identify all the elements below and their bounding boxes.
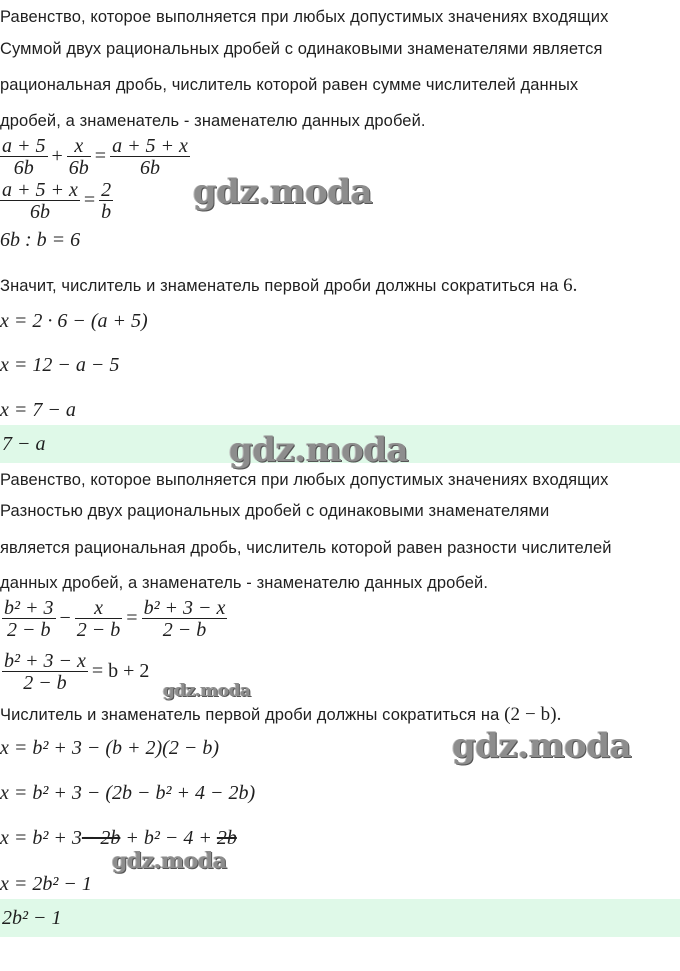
- fraction: $\frac{a + 5 + x}{6b}$: [112, 135, 188, 179]
- fraction: $\frac{2}{b}$: [101, 179, 112, 223]
- answer-value: 2b² − 1: [2, 907, 62, 929]
- definition-text: Равенство, которое выполняется при любых допустимых значениях входящих: [0, 471, 609, 489]
- rule-line-1: Разностью двух рациональных дробей с одинаковыми знаменателями: [0, 502, 550, 520]
- step-1: x = b² + 3 − (b + 2)(2 − b): [0, 737, 219, 759]
- rule-line-2: рациональная дробь, числитель которой равен сумме числителей данных: [0, 76, 579, 94]
- fraction: $\frac{\text{b² + 3}}{2 - b}$: [4, 597, 54, 641]
- step-3: x = b² + 3− 2b + b² − 4 + 2b: [0, 827, 237, 849]
- answer-value: 7 − a: [2, 433, 46, 455]
- rule-line-1: Суммой двух рациональных дробей с одинаковыми знаменателями является: [0, 40, 603, 58]
- rule-line-3: дробей, а знаменатель - знаменателю данных дробей.: [0, 112, 426, 130]
- rule-line-3: данных дробей, а знаменатель - знаменателю данных дробей.: [0, 574, 489, 592]
- fraction: $\frac{x}{6b}$: [68, 135, 89, 179]
- cancelled-term: 2b: [216, 827, 237, 849]
- watermark-logo: gdz.moda: [163, 681, 251, 701]
- cancelled-term: − 2b: [81, 827, 121, 849]
- step-3: x = 7 − a: [0, 399, 76, 421]
- watermark-logo: gdz.moda: [229, 430, 409, 470]
- watermark-logo: gdz.moda: [193, 172, 373, 212]
- step-1: x = 2 · 6 − (a + 5): [0, 310, 148, 332]
- division-line: 6b : b = 6: [0, 229, 81, 251]
- step-2: x = b² + 3 − (2b − b² + 4 − 2b): [0, 782, 256, 804]
- watermark-logo: gdz.moda: [112, 848, 227, 874]
- fraction: $\frac{x}{2 - b}$: [76, 597, 121, 641]
- step-2: x = 12 − a − 5: [0, 354, 120, 376]
- equality-equation: $\frac{a + 5 + x}{6b}$ = $\frac{2}{b}$: [2, 179, 112, 223]
- definition-text: Равенство, которое выполняется при любых допустимых значениях входящих: [0, 8, 609, 26]
- simplify-equation: $\frac{\text{b² + 3 − x}}{2 - b}$ = b + 2: [4, 650, 150, 694]
- conclusion-text: Числитель и знаменатель первой дроби должны сократиться на (2 − b).: [0, 704, 562, 725]
- conclusion-text: Значит, числитель и знаменатель первой дроби должны сократиться на 6.: [0, 275, 578, 296]
- fraction: $\frac{\text{b² + 3 − x}}{2 - b}$: [143, 597, 226, 641]
- sum-equation: $\frac{a + 5}{6b}$ + $\frac{x}{6b}$ = $\frac{a + 5 + x}{6b}$: [2, 135, 188, 179]
- rule-line-2: является рациональная дробь, числитель которой равен разности числителей: [0, 539, 612, 557]
- watermark-logo: gdz.moda: [452, 726, 632, 766]
- difference-equation: $\frac{\text{b² + 3}}{2 - b}$ − $\frac{x}{2 - b}$ = $\frac{\text{b² + 3 − x}}{2 - b}$: [4, 597, 226, 641]
- fraction: $\frac{\text{b² + 3 − x}}{2 - b}$: [4, 650, 86, 694]
- fraction: $\frac{a + 5}{6b}$: [2, 135, 46, 179]
- answer-box: [0, 899, 680, 937]
- fraction: $\frac{a + 5 + x}{6b}$: [2, 179, 78, 223]
- step-4: x = 2b² − 1: [0, 873, 92, 895]
